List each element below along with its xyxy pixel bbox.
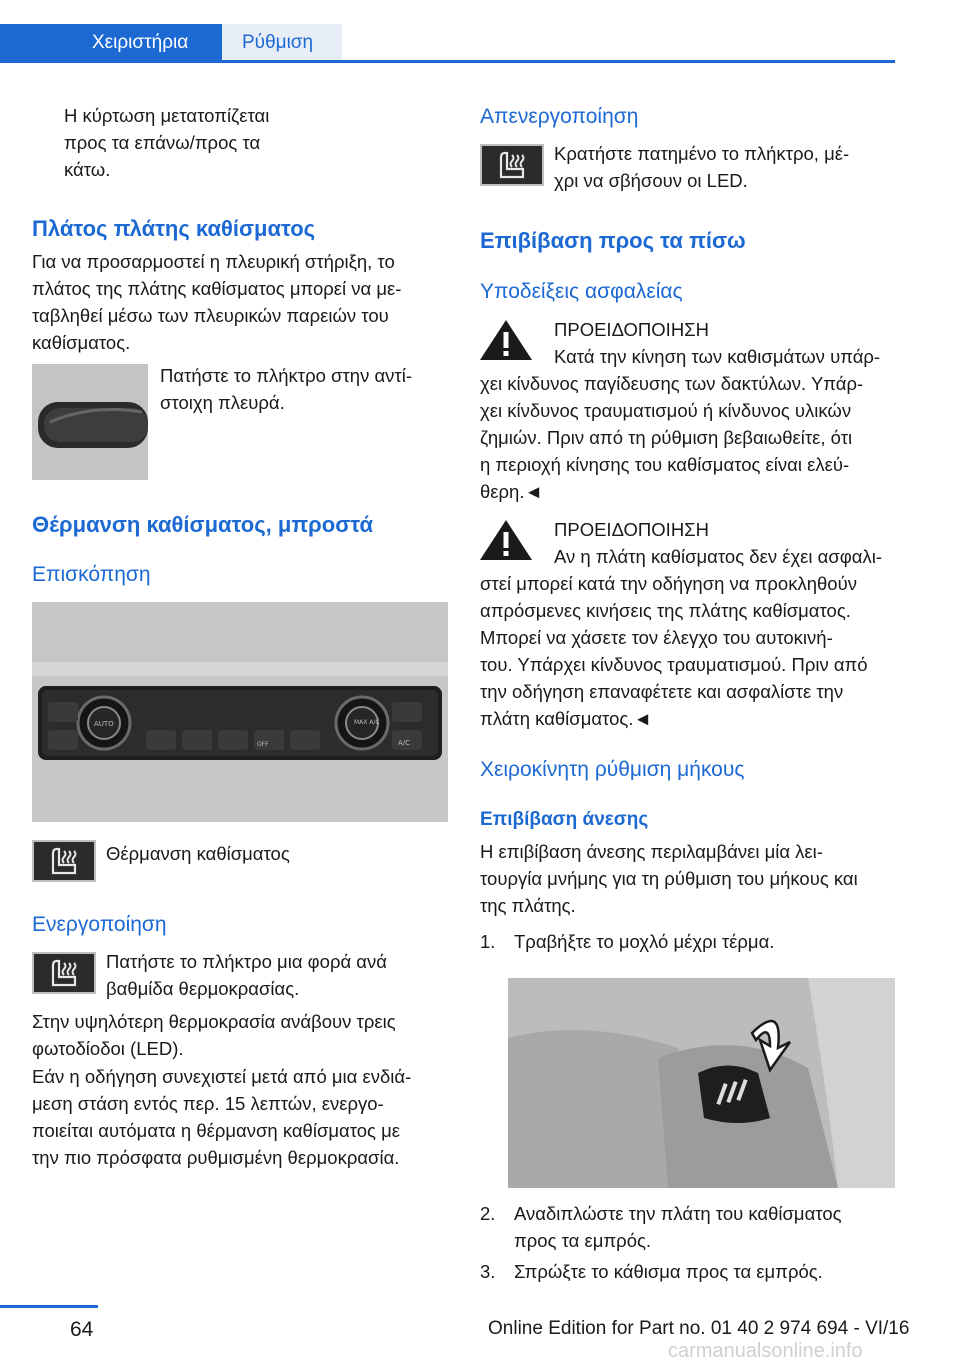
edition-text: Online Edition for Part no. 01 40 2 974 694 - VI/16 (488, 1318, 910, 1339)
resume-text-2: μεση στάση εντός περ. 15 λεπτών, ενεργο- (32, 1093, 384, 1114)
heat-heading: Θέρμανση καθίσματος, μπροστά (32, 512, 374, 537)
header-rule (0, 60, 895, 63)
warning1-line-6: θερη.◄ (480, 481, 543, 502)
easy-entry-heading: Επιβίβαση άνεσης (480, 809, 649, 830)
climate-panel-drawing (32, 602, 448, 822)
safety-heading: Υποδείξεις ασφαλείας (480, 280, 683, 303)
width-heading: Πλάτος πλάτης καθίσματος (32, 216, 316, 241)
heat-label: Θέρμανση καθίσματος (106, 843, 290, 864)
entry-heading: Επιβίβαση προς τα πίσω (480, 228, 746, 253)
activate-press-2: βαθμίδα θερμοκρασίας. (106, 978, 300, 999)
activate-press-1: Πατήστε το πλήκτρο μια φορά ανά (106, 951, 387, 972)
watermark: carmanualsonline.info (668, 1340, 863, 1362)
step-1-number: 1. (480, 931, 496, 952)
seat-lever-drawing (508, 978, 895, 1188)
warning2-line-4: Μπορεί να χάσετε τον έλεγχο του αυτοκινή- (480, 627, 833, 648)
seat-heating-icon-activate (32, 952, 96, 994)
warning-triangle-icon-2 (478, 518, 534, 562)
curve-text-3: κάτω. (64, 159, 111, 180)
warning2-title: ΠΡΟΕΙΔΟΠΟΙΗΣΗ (554, 519, 709, 540)
step-2-text-2: προς τα εμπρός. (514, 1230, 652, 1251)
panel-off-label: OFF (257, 741, 269, 748)
step-2-text-1: Αναδιπλώστε την πλάτη του καθίσματος (514, 1203, 842, 1224)
footer-rule (0, 1305, 98, 1308)
warning2-line-3: απρόσμενες κινήσεις της πλάτης καθίσματος. (480, 600, 851, 621)
easy-text-2: τουργία μνήμης για τη ρύθμιση του μήκους και (480, 868, 858, 889)
warning1-line-5: η περιοχή κίνησης του καθίσματος είναι ελεύ- (480, 454, 850, 475)
resume-text-3: ποιείται αυτόματα η θέρμανση καθίσματος με (32, 1120, 401, 1141)
curve-text-2: προς τα επάνω/προς τα (64, 132, 261, 153)
deactivate-text-2: χρι να σβήσουν οι LED. (554, 170, 748, 191)
tab-controls[interactable]: Χειριστήρια (0, 24, 222, 62)
seat-lever-image (508, 978, 895, 1188)
panel-ac-label: A/C (398, 739, 411, 747)
tab-adjustment[interactable]: Ρύθμιση (222, 24, 342, 62)
panel-auto-label: AUTO (94, 720, 114, 728)
step-1-text: Τραβήξτε το μοχλό μέχρι τέρμα. (514, 931, 775, 952)
page-number: 64 (70, 1318, 94, 1341)
width-body-2: πλάτος της πλάτης καθίσματος μπορεί να με- (32, 278, 402, 299)
climate-panel-image (32, 602, 448, 822)
manual-heading: Χειροκίνητη ρύθμιση μήκους (480, 758, 745, 781)
warning1-line-2: χει κίνδυνος παγίδευσης των δακτύλων. Υπάρ- (480, 373, 864, 394)
width-press-2: στοιχη πλευρά. (160, 392, 285, 413)
overview-heading: Επισκόπηση (32, 563, 151, 586)
warning-triangle-icon (478, 318, 534, 362)
step-3-text: Σπρώξτε το κάθισμα προς τα εμπρός. (514, 1261, 823, 1282)
warning2-line-2: στεί μπορεί κατά την οδήγηση να προκληθούν (480, 573, 857, 594)
warning1-title: ΠΡΟΕΙΔΟΠΟΙΗΣΗ (554, 319, 709, 340)
width-body-1: Για να προσαρμοστεί η πλευρική στήριξη, το (32, 251, 395, 272)
width-body-3: ταβληθεί μέσω των πλευρικών παρειών του (32, 305, 389, 326)
warning2-line-1: Αν η πλάτη καθίσματος δεν έχει ασφαλι- (554, 546, 882, 567)
led-text-2: φωτοδίοδοι (LED). (32, 1038, 184, 1059)
step-3-number: 3. (480, 1261, 496, 1282)
warning2-line-7: πλάτη καθίσματος.◄ (480, 708, 652, 729)
panel-max-label: MAX A/C (354, 719, 380, 726)
activate-heading: Ενεργοποίηση (32, 913, 167, 936)
warning2-line-5: του. Υπάρχει κίνδυνος τραυματισμού. Πριν από (480, 654, 868, 675)
page-header (0, 0, 895, 62)
easy-text-1: Η επιβίβαση άνεσης περιλαμβάνει μία λει- (480, 841, 823, 862)
easy-text-3: της πλάτης. (480, 895, 576, 916)
curve-text-1: Η κύρτωση μετατοπίζεται (64, 105, 270, 126)
seat-heating-icon-deactivate (480, 144, 544, 186)
warning2-line-6: την οδήγηση επαναφέτετε και ασφαλίστε την (480, 681, 844, 702)
width-press-1: Πατήστε το πλήκτρο στην αντί- (160, 365, 412, 386)
warning1-line-1: Κατά την κίνηση των καθισμάτων υπάρ- (554, 346, 881, 367)
deactivate-text-1: Κρατήστε πατημένο το πλήκτρο, μέ- (554, 143, 850, 164)
resume-text-1: Εάν η οδήγηση συνεχιστεί μετά από μια ενδιά- (32, 1066, 412, 1087)
bolster-button-icon (32, 364, 148, 480)
deactivate-heading: Απενεργοποίηση (480, 105, 639, 128)
warning1-line-3: χει κίνδυνος τραυματισμού ή κίνδυνος υλικών (480, 400, 852, 421)
led-text-1: Στην υψηλότερη θερμοκρασία ανάβουν τρεις (32, 1011, 396, 1032)
seat-heating-icon (32, 840, 96, 882)
step-2-number: 2. (480, 1203, 496, 1224)
width-body-4: καθίσματος. (32, 332, 131, 353)
warning1-line-4: ζημιών. Πριν από τη ρύθμιση βεβαιωθείτε, ότι (480, 427, 853, 448)
bolster-button-image (32, 364, 148, 480)
resume-text-4: την πιο πρόσφατα ρυθμισμένη θερμοκρασία. (32, 1147, 400, 1168)
